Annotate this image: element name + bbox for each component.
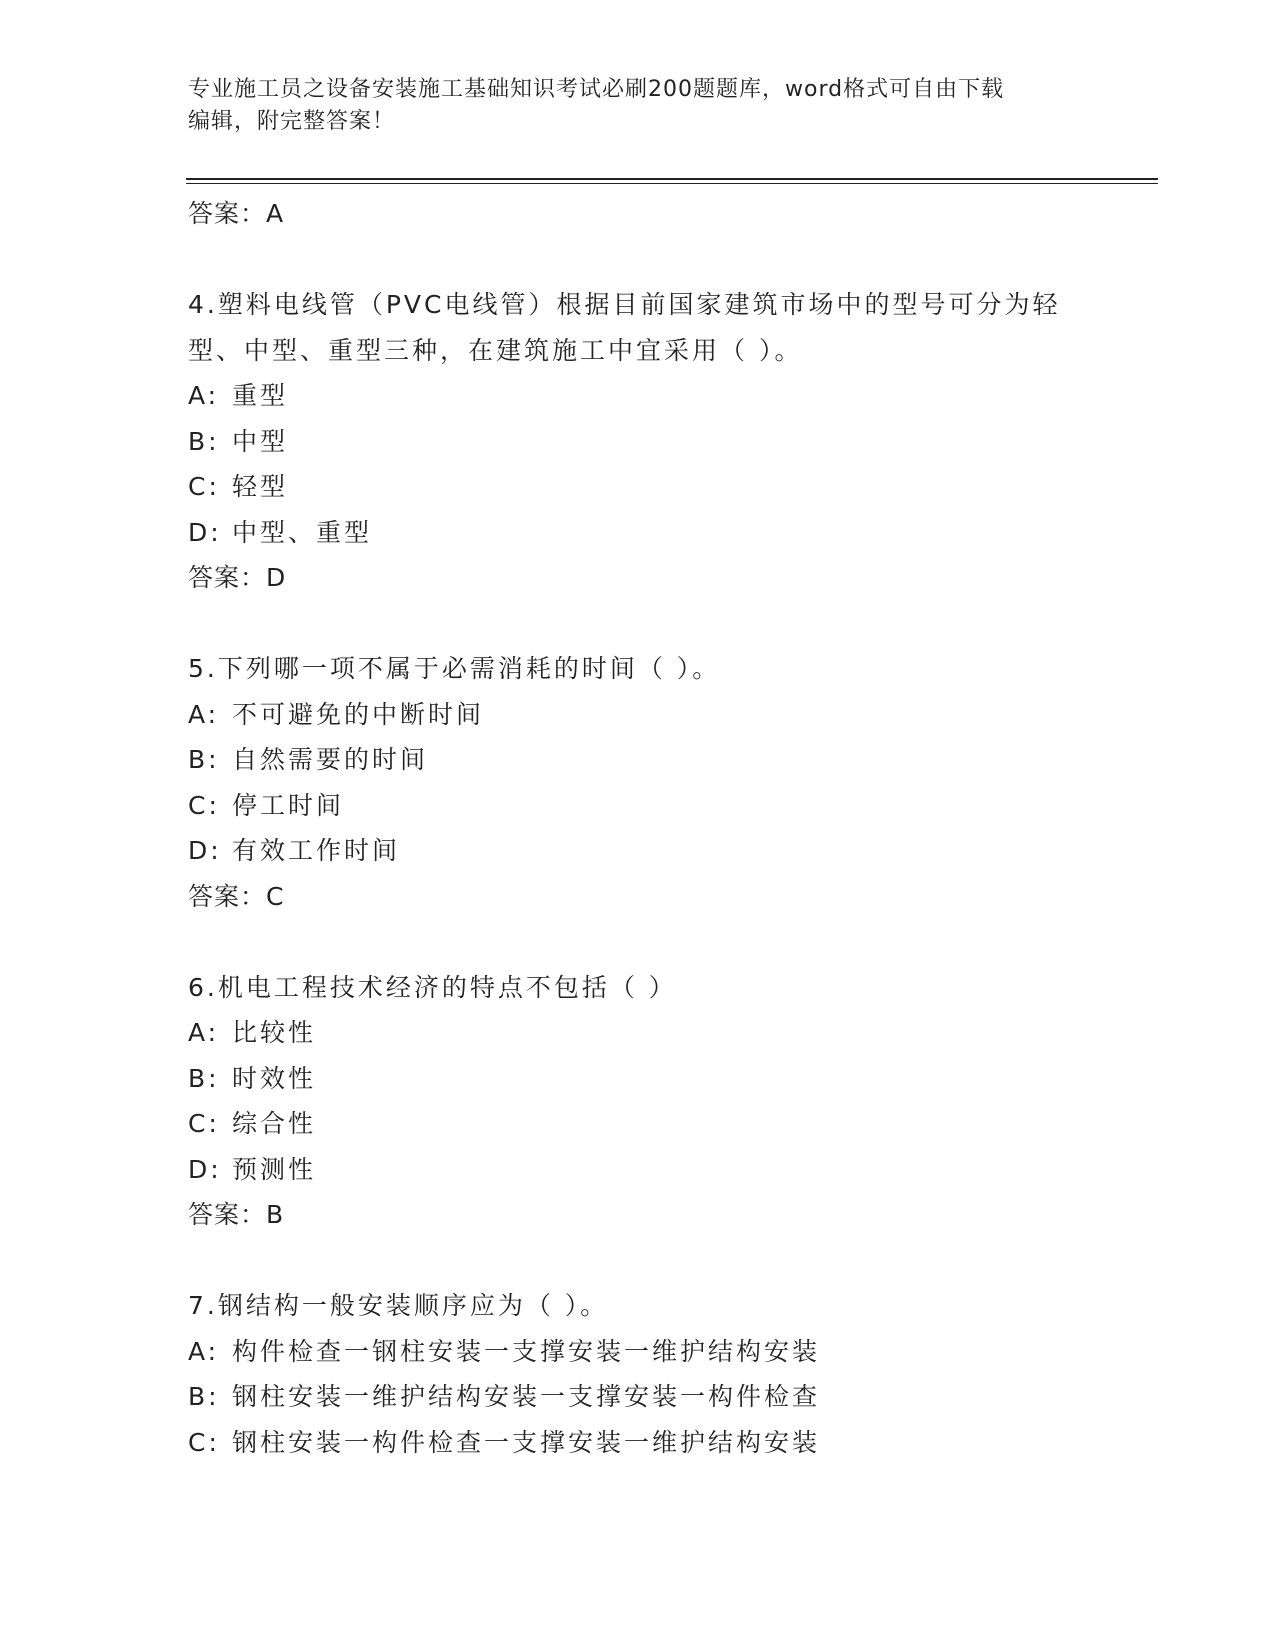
option-c [188, 1420, 1088, 1466]
option-text: 中型 [232, 426, 289, 456]
option-d [188, 1147, 1088, 1193]
option-d [188, 510, 1088, 556]
answer-line: 答案：B [188, 1200, 285, 1229]
option-letter: B: [188, 426, 220, 456]
option-a [188, 692, 1088, 738]
question-5 [188, 646, 1088, 919]
question-stem: 6.机电工程技术经济的特点不包括（ ） [188, 972, 677, 1002]
option-a [188, 373, 1088, 419]
option-letter: D: [188, 1154, 222, 1184]
option-letter: D: [188, 517, 222, 547]
question-stem: 5.下列哪一项不属于必需消耗的时间（ ）。 [188, 654, 721, 683]
question-stem: 7.钢结构一般安装顺序应为（ ）。 [188, 1291, 609, 1320]
option-letter: C: [188, 1109, 220, 1138]
option-letter: D: [188, 836, 222, 865]
option-letter: A: [188, 699, 220, 729]
document-body [188, 191, 1088, 1465]
option-letter: B: [188, 1063, 220, 1093]
option-d [188, 828, 1088, 874]
option-b [188, 419, 1088, 465]
option-text: 钢柱安装一构件检查一支撑安装一维护结构安装 [232, 1427, 821, 1457]
option-text: 时效性 [232, 1063, 317, 1093]
answer-line: 答案：D [188, 563, 287, 592]
header-title-line-1: 专业施工员之设备安装施工基础知识考试必刷200题题库，word格式可自由下载 [188, 77, 1005, 102]
option-letter: C: [188, 1427, 220, 1457]
question-stem: 4.塑料电线管（PVC电线管）根据目前国家建筑市场中的型号可分为轻 [188, 290, 1061, 319]
option-text: 比较性 [232, 1018, 317, 1047]
option-text: 有效工作时间 [232, 836, 401, 865]
spacer [188, 919, 1088, 965]
document-header [188, 74, 1088, 138]
spacer [188, 1238, 1088, 1284]
option-letter: C: [188, 472, 220, 501]
option-text: 综合性 [232, 1109, 317, 1138]
option-letter: A: [188, 381, 220, 410]
question-7 [188, 1283, 1088, 1465]
option-c [188, 783, 1088, 829]
header-divider-thin [186, 183, 1158, 184]
option-text: 不可避免的中断时间 [232, 699, 485, 729]
option-text: 钢柱安装一维护结构安装一支撑安装一构件检查 [232, 1382, 821, 1411]
option-b [188, 737, 1088, 783]
option-text: 预测性 [232, 1154, 317, 1184]
option-text: 中型、重型 [232, 517, 373, 547]
option-c [188, 464, 1088, 510]
option-letter: B: [188, 745, 220, 774]
option-letter: C: [188, 790, 220, 820]
option-text: 停工时间 [232, 790, 345, 820]
spacer [188, 601, 1088, 647]
question-6 [188, 965, 1088, 1238]
option-text: 轻型 [232, 472, 289, 501]
answer-line: 答案：A [188, 199, 285, 228]
header-divider-thick [186, 178, 1158, 180]
option-letter: A: [188, 1336, 220, 1366]
question-stem-continued: 型、中型、重型三种，在建筑施工中宜采用（ ）。 [188, 335, 803, 365]
option-text: 构件检查一钢柱安装一支撑安装一维护结构安装 [232, 1336, 821, 1366]
option-letter: B: [188, 1382, 220, 1411]
option-text: 重型 [232, 381, 289, 410]
option-a [188, 1329, 1088, 1375]
option-text: 自然需要的时间 [232, 745, 429, 774]
option-c [188, 1101, 1088, 1147]
question-4 [188, 282, 1088, 601]
option-b [188, 1056, 1088, 1102]
answer-line: 答案：C [188, 881, 285, 911]
spacer [188, 237, 1088, 283]
option-letter: A: [188, 1018, 220, 1047]
header-title-line-2: 编辑，附完整答案！ [188, 109, 396, 134]
option-a [188, 1010, 1088, 1056]
option-b [188, 1374, 1088, 1420]
